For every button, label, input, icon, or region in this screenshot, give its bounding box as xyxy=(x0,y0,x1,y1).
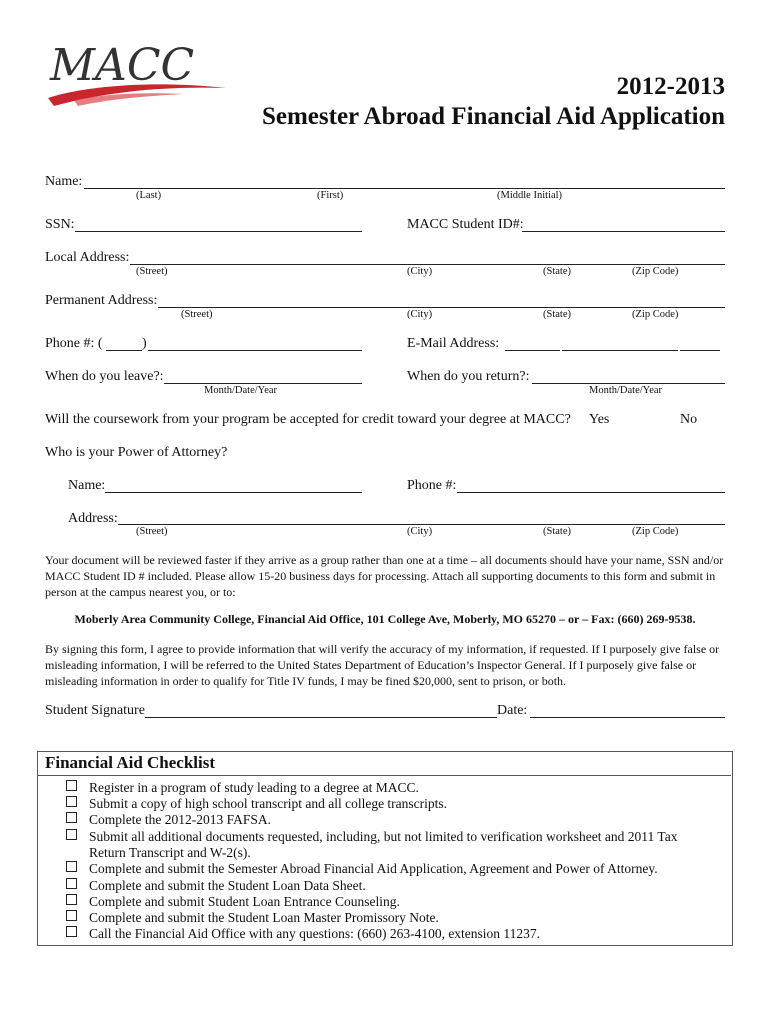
ssn-label: SSN: xyxy=(45,217,75,232)
phone-area-code-field[interactable] xyxy=(106,350,142,351)
phone-label: Phone #: ( xyxy=(45,336,103,351)
local-address-field[interactable] xyxy=(130,264,725,265)
checklist-item xyxy=(66,926,716,942)
local-address-label: Local Address: xyxy=(45,250,130,265)
logo-text: MACC xyxy=(50,40,195,91)
name-sub-middle: (Middle Initial) xyxy=(497,190,563,201)
poa-name-label: Name: xyxy=(68,478,106,493)
return-label: When do you return?: xyxy=(407,369,530,384)
macc-logo-graphic xyxy=(44,30,229,115)
ssn-field[interactable] xyxy=(75,231,362,232)
phone-paren-close: ) xyxy=(142,336,147,351)
checklist-item xyxy=(66,829,716,861)
agreement-text: By signing this form, I agree to provide information that will verify the accuracy of my information, if requested. If I purposely give false or misleading information, I will be referred to the United States Department of Education’s Inspector General. If I purposely give false or misleading information in order to qualify for Title IV funds, I may be fined $20,000, sent to prison, or both. xyxy=(45,642,720,688)
checklist-item-text: Complete and submit the Semester Abroad Financial Aid Application, Agreement and Power of Attorney. xyxy=(89,861,658,876)
permanent-sub-state: (State) xyxy=(543,309,571,320)
signature-field[interactable] xyxy=(145,717,497,718)
poa-sub-state: (State) xyxy=(543,526,571,537)
poa-phone-label: Phone #: xyxy=(407,478,457,493)
local-sub-zip: (Zip Code) xyxy=(632,266,679,277)
checkbox-icon[interactable] xyxy=(66,829,77,840)
leave-date-field[interactable] xyxy=(164,383,362,384)
checkbox-icon[interactable] xyxy=(66,796,77,807)
checklist-title: Financial Aid Checklist xyxy=(45,753,216,772)
checklist-item-text: Complete and submit the Student Loan Master Promissory Note. xyxy=(89,910,439,925)
email-field-part3[interactable] xyxy=(680,350,720,351)
checklist-header xyxy=(37,751,731,776)
poa-sub-city: (City) xyxy=(407,526,433,537)
checklist-item-text: Complete the 2012-2013 FAFSA. xyxy=(89,812,271,827)
poa-sub-zip: (Zip Code) xyxy=(632,526,679,537)
submission-notice: Your document will be reviewed faster if they arrive as a group rather than one at a time – all documents should have your name, SSN and/or MACC Student ID # included. Please allow 15-20 business days for processing. Attach all supporting documents to this form and submit in person at the campus nearest you, or to: xyxy=(45,553,724,599)
return-date-format: Month/Date/Year xyxy=(589,385,663,396)
checklist-item xyxy=(66,861,716,877)
coursework-no-option[interactable]: No xyxy=(680,412,698,427)
student-id-label: MACC Student ID#: xyxy=(407,217,524,232)
checklist-item-text: Submit all additional documents requested, including, but not limited to verification worksheet and 2011 Tax Return Transcript and W-2(s). xyxy=(89,829,678,861)
checkbox-icon[interactable] xyxy=(66,894,77,905)
checkbox-icon[interactable] xyxy=(66,910,77,921)
poa-address-label: Address: xyxy=(68,511,118,526)
local-sub-state: (State) xyxy=(543,266,571,277)
leave-label: When do you leave?: xyxy=(45,369,164,384)
checkbox-icon[interactable] xyxy=(66,861,77,872)
checkbox-icon[interactable] xyxy=(66,878,77,889)
checklist-item-text: Submit a copy of high school transcript and all college transcripts. xyxy=(89,796,448,811)
checklist-item-text: Register in a program of study leading to a degree at MACC. xyxy=(89,780,419,795)
poa-question: Who is your Power of Attorney? xyxy=(45,445,228,460)
poa-address-field[interactable] xyxy=(118,524,725,525)
checklist-item xyxy=(66,910,716,926)
email-field-part1[interactable] xyxy=(505,350,560,351)
permanent-address-field[interactable] xyxy=(158,307,725,308)
permanent-sub-street: (Street) xyxy=(181,309,213,320)
name-sub-last: (Last) xyxy=(136,190,162,201)
form-title: Semester Abroad Financial Aid Application xyxy=(261,103,725,130)
student-id-field[interactable] xyxy=(522,231,725,232)
return-date-field[interactable] xyxy=(532,383,725,384)
leave-date-format: Month/Date/Year xyxy=(204,385,278,396)
poa-name-field[interactable] xyxy=(105,492,362,493)
permanent-address-label: Permanent Address: xyxy=(45,293,158,308)
checkbox-icon[interactable] xyxy=(66,926,77,937)
form-year: 2012-2013 xyxy=(616,73,725,100)
name-field[interactable] xyxy=(84,188,725,189)
permanent-sub-city: (City) xyxy=(407,309,433,320)
coursework-question: Will the coursework from your program be accepted for credit toward your degree at MACC? xyxy=(45,412,571,427)
permanent-sub-zip: (Zip Code) xyxy=(632,309,679,320)
checkbox-icon[interactable] xyxy=(66,812,77,823)
name-label: Name: xyxy=(45,174,83,189)
checklist-item xyxy=(66,894,716,910)
checklist-item xyxy=(66,878,716,894)
checkbox-icon[interactable] xyxy=(66,780,77,791)
poa-sub-street: (Street) xyxy=(136,526,168,537)
checklist-item-text: Complete and submit the Student Loan Data Sheet. xyxy=(89,878,366,893)
date-label: Date: xyxy=(497,703,528,718)
phone-number-field[interactable] xyxy=(148,350,362,351)
email-field-part2[interactable] xyxy=(562,350,678,351)
coursework-yes-option[interactable]: Yes xyxy=(589,412,610,427)
macc-logo xyxy=(44,30,229,115)
signature-label: Student Signature xyxy=(45,703,145,718)
name-sub-first: (First) xyxy=(317,190,344,201)
local-sub-city: (City) xyxy=(407,266,433,277)
checklist-item xyxy=(66,812,716,828)
poa-phone-field[interactable] xyxy=(457,492,725,493)
office-address: Moberly Area Community College, Financial Aid Office, 101 College Ave, Moberly, MO 65270 – or – Fax: (660) 269-9538. xyxy=(74,612,696,626)
checklist-item-text: Complete and submit Student Loan Entrance Counseling. xyxy=(89,894,400,909)
local-sub-street: (Street) xyxy=(136,266,168,277)
email-label: E-Mail Address: xyxy=(407,336,500,351)
checklist-item xyxy=(66,780,716,796)
checklist-item xyxy=(66,796,716,812)
checklist-item-text: Call the Financial Aid Office with any questions: (660) 263-4100, extension 11237. xyxy=(89,926,541,941)
date-field[interactable] xyxy=(530,717,725,718)
